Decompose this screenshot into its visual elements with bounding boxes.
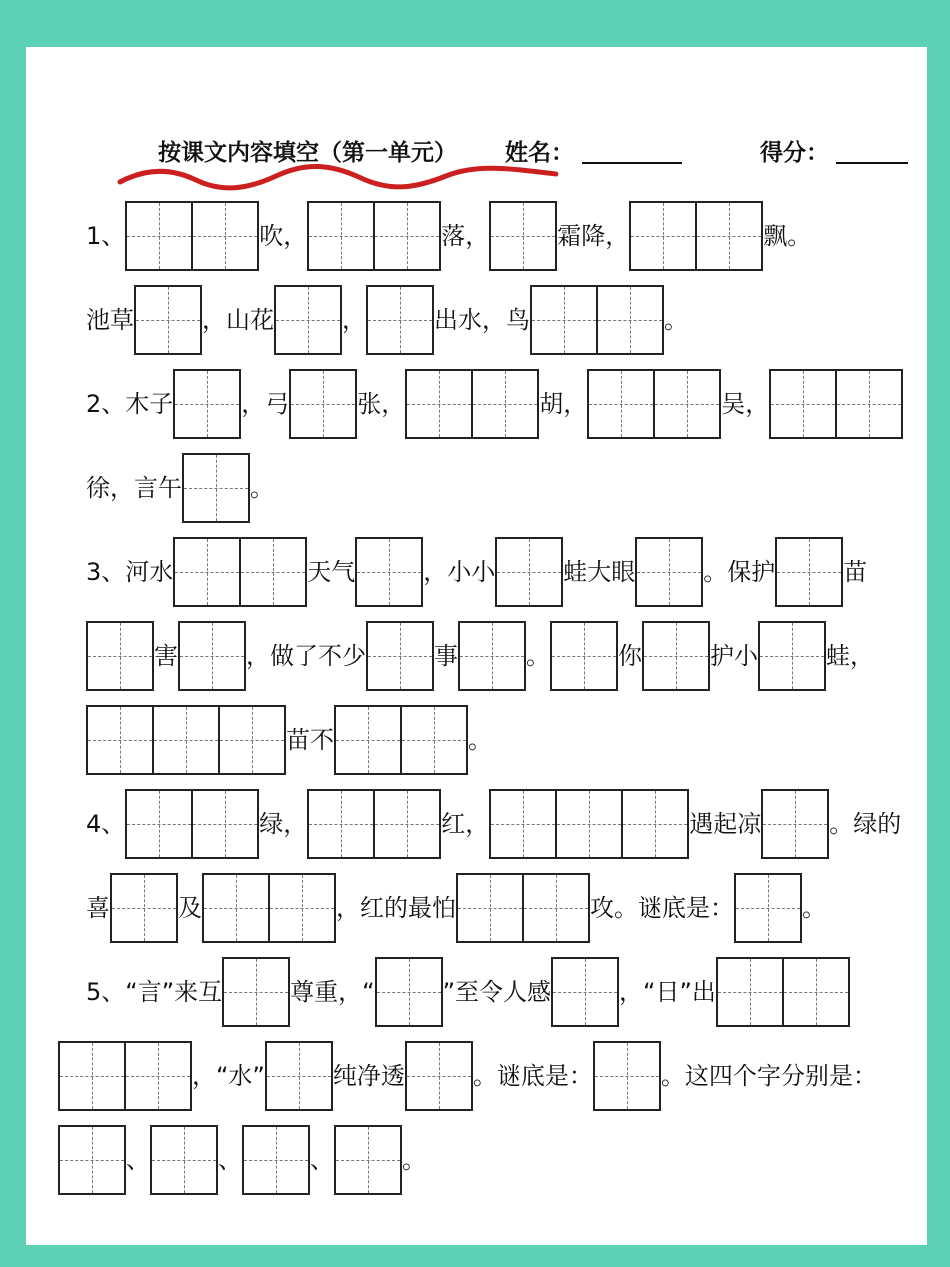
- tianzige-answer-cell[interactable]: [355, 537, 423, 607]
- answer-box-group: [366, 621, 434, 691]
- answer-box-group: [86, 621, 154, 691]
- prompt-text: 蛙大眼: [563, 558, 636, 586]
- prompt-text: 张，: [357, 390, 406, 418]
- prompt-text: 池草: [86, 306, 134, 334]
- score-label: 得分：: [760, 140, 829, 166]
- answer-box-group: [489, 201, 557, 271]
- tianzige-answer-cell[interactable]: [222, 957, 290, 1027]
- prompt-text: 纯净透: [332, 1062, 405, 1090]
- answer-box-group: [775, 537, 843, 607]
- answer-box-group: [489, 789, 689, 859]
- answer-box-group: [134, 285, 202, 355]
- prompt-text: 攻。谜底是：: [590, 894, 734, 922]
- prompt-text: 。: [664, 306, 688, 334]
- name-label: 姓名：: [505, 140, 574, 166]
- prompt-text: ，“水”: [192, 1062, 265, 1090]
- tianzige-answer-cell[interactable]: [134, 285, 202, 355]
- answer-box-group: [593, 1041, 661, 1111]
- question-line: [86, 370, 903, 438]
- tianzige-answer-cell[interactable]: [191, 201, 259, 271]
- answer-box-group: [334, 705, 468, 775]
- prompt-text: 吴，: [721, 390, 770, 418]
- score-blank[interactable]: [836, 162, 908, 164]
- answer-box-group: [405, 1041, 473, 1111]
- tianzige-answer-cell[interactable]: [265, 1041, 333, 1111]
- prompt-text: 绿，: [259, 810, 308, 838]
- answer-box-group: [587, 369, 721, 439]
- tianzige-answer-cell[interactable]: [307, 201, 373, 271]
- question-line: [86, 454, 274, 522]
- answer-box-group: [58, 1041, 192, 1111]
- tianzige-answer-cell[interactable]: [373, 201, 441, 271]
- question-line: [58, 1126, 426, 1194]
- prompt-text: 、: [310, 1146, 334, 1174]
- tianzige-answer-cell[interactable]: [110, 873, 178, 943]
- prompt-text: 、: [126, 1146, 150, 1174]
- prompt-text: 2、木子: [86, 390, 174, 418]
- prompt-text: 飘。: [763, 222, 812, 250]
- tianzige-answer-cell[interactable]: [522, 873, 590, 943]
- answer-box-group: [86, 705, 286, 775]
- worksheet-title: 按课文内容填空（第一单元）: [158, 140, 457, 166]
- tianzige-answer-cell[interactable]: [173, 537, 239, 607]
- answer-box-group: [150, 1125, 218, 1195]
- tianzige-answer-cell[interactable]: [629, 201, 695, 271]
- answer-box-group: [495, 537, 563, 607]
- answer-box-group: [769, 369, 903, 439]
- prompt-text: 及: [178, 894, 202, 922]
- prompt-text: 。: [402, 1146, 426, 1174]
- answer-box-group: [334, 1125, 402, 1195]
- tianzige-answer-cell[interactable]: [642, 621, 710, 691]
- answer-box-group: [173, 369, 241, 439]
- prompt-text: 事: [434, 642, 458, 670]
- tianzige-answer-cell[interactable]: [289, 369, 357, 439]
- prompt-text: 。: [802, 894, 826, 922]
- prompt-text: 蛙，: [826, 642, 874, 670]
- prompt-text: 霜降，: [557, 222, 630, 250]
- red-wavy-underline: [116, 162, 561, 192]
- tianzige-answer-cell[interactable]: [274, 285, 342, 355]
- answer-box-group: [366, 285, 434, 355]
- answer-box-group: [307, 201, 441, 271]
- answer-box-group: [716, 957, 850, 1027]
- tianzige-answer-cell[interactable]: [375, 957, 443, 1027]
- prompt-text: 红，: [441, 810, 490, 838]
- tianzige-answer-cell[interactable]: [761, 789, 829, 859]
- prompt-text: 害: [154, 642, 178, 670]
- prompt-text: 胡，: [539, 390, 588, 418]
- prompt-text: ，做了不少: [246, 642, 366, 670]
- answer-box-group: [307, 789, 441, 859]
- tianzige-answer-cell[interactable]: [86, 621, 154, 691]
- prompt-text: 苗: [843, 558, 868, 586]
- tianzige-answer-cell[interactable]: [555, 789, 621, 859]
- prompt-text: ”至令人感: [442, 978, 552, 1006]
- answer-box-group: [202, 873, 336, 943]
- question-line: [86, 706, 492, 774]
- tianzige-answer-cell[interactable]: [150, 1125, 218, 1195]
- tianzige-answer-cell[interactable]: [530, 285, 596, 355]
- tianzige-answer-cell[interactable]: [218, 705, 286, 775]
- question-line: [86, 874, 826, 942]
- tianzige-answer-cell[interactable]: [489, 201, 557, 271]
- tianzige-answer-cell[interactable]: [596, 285, 664, 355]
- name-blank[interactable]: [582, 162, 682, 164]
- prompt-text: 。: [468, 726, 492, 754]
- tianzige-answer-cell[interactable]: [769, 369, 835, 439]
- tianzige-answer-cell[interactable]: [58, 1125, 126, 1195]
- tianzige-answer-cell[interactable]: [835, 369, 903, 439]
- prompt-text: 。绿的: [829, 810, 902, 838]
- tianzige-answer-cell[interactable]: [86, 705, 152, 775]
- tianzige-answer-cell[interactable]: [366, 621, 434, 691]
- tianzige-answer-cell[interactable]: [405, 1041, 473, 1111]
- tianzige-answer-cell[interactable]: [405, 369, 471, 439]
- tianzige-answer-cell[interactable]: [495, 537, 563, 607]
- question-line: [86, 790, 901, 858]
- answer-box-group: [550, 621, 618, 691]
- answer-box-group: [635, 537, 703, 607]
- question-line: [86, 538, 867, 606]
- answer-box-group: [265, 1041, 333, 1111]
- answer-box-group: [173, 537, 307, 607]
- prompt-text: 苗不: [286, 726, 334, 754]
- tianzige-answer-cell[interactable]: [593, 1041, 661, 1111]
- prompt-text: 遇起凉: [689, 810, 762, 838]
- prompt-text: 护小: [710, 642, 758, 670]
- answer-box-group: [289, 369, 357, 439]
- answer-box-group: [734, 873, 802, 943]
- answer-box-group: [629, 201, 763, 271]
- answer-box-group: [642, 621, 710, 691]
- tianzige-answer-cell[interactable]: [125, 789, 191, 859]
- prompt-text: 尊重，“: [290, 978, 375, 1006]
- prompt-text: ，“日”出: [619, 978, 716, 1006]
- prompt-text: 出水，鸟: [434, 306, 530, 334]
- answer-box-group: [182, 453, 250, 523]
- answer-box-group: [178, 621, 246, 691]
- tianzige-answer-cell[interactable]: [621, 789, 689, 859]
- prompt-text: 你: [618, 642, 642, 670]
- tianzige-answer-cell[interactable]: [734, 873, 802, 943]
- tianzige-answer-cell[interactable]: [782, 957, 850, 1027]
- prompt-text: 徐，言午: [86, 474, 182, 502]
- tianzige-answer-cell[interactable]: [550, 621, 618, 691]
- tianzige-answer-cell[interactable]: [178, 621, 246, 691]
- tianzige-answer-cell[interactable]: [124, 1041, 192, 1111]
- tianzige-answer-cell[interactable]: [334, 1125, 402, 1195]
- answer-box-group: [758, 621, 826, 691]
- question-line: [86, 202, 811, 270]
- answer-box-group: [458, 621, 526, 691]
- tianzige-answer-cell[interactable]: [242, 1125, 310, 1195]
- question-line: [58, 1042, 877, 1110]
- tianzige-answer-cell[interactable]: [173, 369, 241, 439]
- prompt-text: 4、: [86, 810, 126, 838]
- tianzige-answer-cell[interactable]: [373, 789, 441, 859]
- tianzige-answer-cell[interactable]: [458, 621, 526, 691]
- answer-box-group: [551, 957, 619, 1027]
- prompt-text: 。这四个字分别是：: [660, 1062, 877, 1090]
- answer-box-group: [456, 873, 590, 943]
- prompt-text: ，小小: [423, 558, 496, 586]
- tianzige-answer-cell[interactable]: [239, 537, 307, 607]
- prompt-text: 吹，: [259, 222, 308, 250]
- prompt-text: 5、“言”来互: [86, 978, 223, 1006]
- tianzige-answer-cell[interactable]: [716, 957, 782, 1027]
- answer-box-group: [355, 537, 423, 607]
- answer-box-group: [242, 1125, 310, 1195]
- answer-box-group: [58, 1125, 126, 1195]
- answer-box-group: [222, 957, 290, 1027]
- prompt-text: 天气: [307, 558, 356, 586]
- tianzige-answer-cell[interactable]: [191, 789, 259, 859]
- tianzige-answer-cell[interactable]: [307, 789, 373, 859]
- answer-box-group: [125, 201, 259, 271]
- tianzige-answer-cell[interactable]: [775, 537, 843, 607]
- prompt-text: ，山花: [202, 306, 274, 334]
- tianzige-answer-cell[interactable]: [400, 705, 468, 775]
- prompt-text: 。: [526, 642, 550, 670]
- tianzige-answer-cell[interactable]: [758, 621, 826, 691]
- tianzige-answer-cell[interactable]: [202, 873, 268, 943]
- tianzige-answer-cell[interactable]: [58, 1041, 124, 1111]
- prompt-text: 。谜底是：: [472, 1062, 593, 1090]
- answer-box-group: [375, 957, 443, 1027]
- answer-box-group: [274, 285, 342, 355]
- answer-box-group: [110, 873, 178, 943]
- question-line: [86, 286, 688, 354]
- tianzige-answer-cell[interactable]: [268, 873, 336, 943]
- prompt-text: 落，: [441, 222, 490, 250]
- tianzige-answer-cell[interactable]: [489, 789, 555, 859]
- tianzige-answer-cell[interactable]: [366, 285, 434, 355]
- answer-box-group: [761, 789, 829, 859]
- prompt-text: 1、: [86, 222, 126, 250]
- tianzige-answer-cell[interactable]: [635, 537, 703, 607]
- tianzige-answer-cell[interactable]: [182, 453, 250, 523]
- answer-box-group: [125, 789, 259, 859]
- tianzige-answer-cell[interactable]: [551, 957, 619, 1027]
- tianzige-answer-cell[interactable]: [587, 369, 653, 439]
- prompt-text: 3、河水: [86, 558, 174, 586]
- answer-box-group: [405, 369, 539, 439]
- tianzige-answer-cell[interactable]: [471, 369, 539, 439]
- question-line: [86, 622, 874, 690]
- prompt-text: ，弓: [241, 390, 290, 418]
- tianzige-answer-cell[interactable]: [125, 201, 191, 271]
- prompt-text: 、: [218, 1146, 242, 1174]
- tianzige-answer-cell[interactable]: [653, 369, 721, 439]
- prompt-text: 。保护: [703, 558, 776, 586]
- prompt-text: 。: [250, 474, 274, 502]
- answer-box-group: [530, 285, 664, 355]
- prompt-text: ，红的最怕: [336, 894, 456, 922]
- prompt-text: 喜: [86, 894, 110, 922]
- tianzige-answer-cell[interactable]: [334, 705, 400, 775]
- tianzige-answer-cell[interactable]: [152, 705, 218, 775]
- tianzige-answer-cell[interactable]: [456, 873, 522, 943]
- prompt-text: ，: [342, 306, 366, 334]
- tianzige-answer-cell[interactable]: [695, 201, 763, 271]
- question-line: [86, 958, 850, 1026]
